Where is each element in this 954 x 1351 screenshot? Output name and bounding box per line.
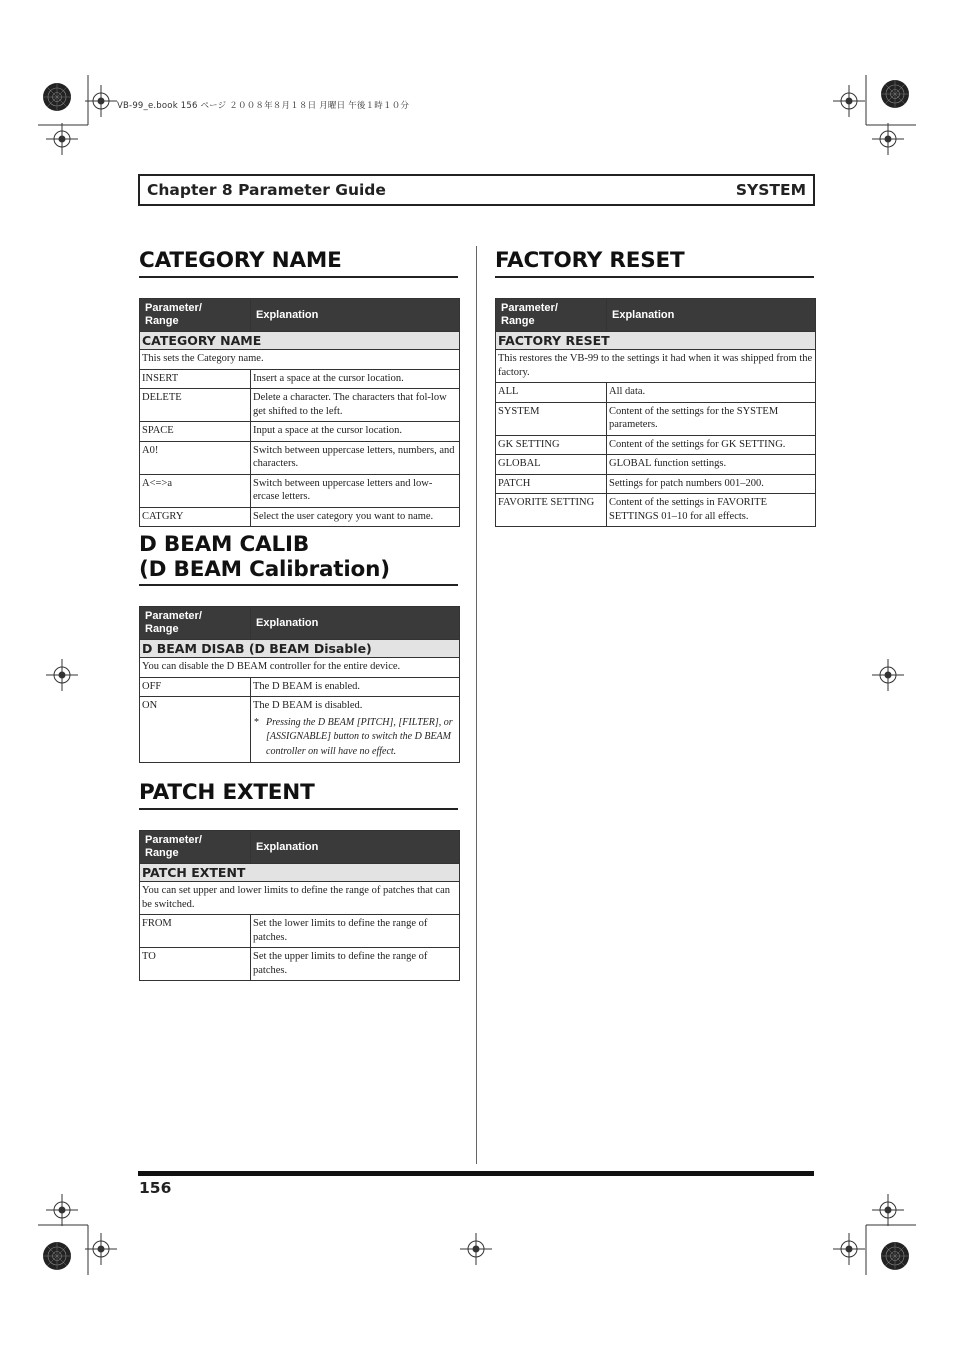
column-divider (476, 246, 477, 1164)
footer-rule (138, 1171, 814, 1176)
heading-rule (495, 276, 814, 278)
table-row: FAVORITE SETTING Content of the settings in FAVORITE SETTINGS 01–10 for all effects. (496, 494, 816, 527)
table-header-row (140, 831, 460, 864)
table-header-row (140, 299, 460, 332)
table-header-row (496, 299, 816, 332)
param-band-row: FACTORY RESET (496, 332, 816, 350)
table-row: ON The D BEAM is disabled. * Pressing the D BEAM [PITCH], [FILTER], or [ASSIGNABLE] button to switch the D BEAM controller on will have no effect. (140, 697, 460, 763)
factory-reset-heading: FACTORY RESET (495, 248, 685, 273)
table-row: DELETE Delete a character. The characters that fol-low get shifted to the left. (140, 389, 460, 422)
registration-mark-icon (872, 1194, 904, 1226)
registration-mark-icon (833, 1233, 865, 1265)
registration-mark-icon (46, 1194, 78, 1226)
heading-rule (139, 808, 458, 810)
param-column-header: Parameter/ Range (140, 831, 251, 864)
patch-extent-heading: PATCH EXTENT (139, 780, 315, 805)
factory-reset-table (495, 298, 816, 527)
param-column-header: Parameter/ Range (140, 299, 251, 332)
table-row: PATCH Settings for patch numbers 001–200. (496, 474, 816, 494)
chapter-title: Chapter 8 Parameter Guide (147, 181, 386, 199)
table-header-row (140, 607, 460, 640)
starburst-mark-icon (881, 80, 909, 108)
running-header (138, 174, 815, 206)
footnote: * Pressing the D BEAM [PITCH], [FILTER], or [ASSIGNABLE] button to switch the D BEAM controller on will have no effect. (254, 716, 453, 757)
description-row: This restores the VB-99 to the settings it had when it was shipped from the factory. (496, 350, 816, 383)
section-name: SYSTEM (735, 181, 806, 199)
registration-mark-icon (833, 85, 865, 117)
page-number: 156 (139, 1179, 172, 1197)
table-row: TO Set the upper limits to define the range of patches. (140, 948, 460, 981)
param-column-header: Parameter/ Range (140, 607, 251, 640)
table-row: GLOBAL GLOBAL function settings. (496, 455, 816, 475)
starburst-mark-icon (881, 1242, 909, 1270)
registration-mark-icon (85, 1233, 117, 1265)
table-row: SPACE Input a space at the cursor location. (140, 422, 460, 442)
param-column-header: Parameter/ Range (496, 299, 607, 332)
description-row: This sets the Category name. (140, 350, 460, 370)
table-row: A0! Switch between uppercase letters, numbers, and characters. (140, 441, 460, 474)
explanation-column-header: Explanation (251, 607, 460, 640)
table-row: A<=>a Switch between uppercase letters and low-ercase letters. (140, 474, 460, 507)
table-row: INSERT Insert a space at the cursor location. (140, 369, 460, 389)
patch-extent-table (139, 830, 460, 981)
table-row: FROM Set the lower limits to define the range of patches. (140, 915, 460, 948)
category-name-heading: CATEGORY NAME (139, 248, 342, 273)
print-job-info: VB-99_e.book 156 ページ ２００８年８月１８日 月曜日 午後１時１０分 (117, 101, 410, 111)
starburst-mark-icon (43, 83, 71, 111)
starburst-mark-icon (43, 1242, 71, 1270)
explanation-column-header: Explanation (607, 299, 816, 332)
registration-mark-icon (46, 659, 78, 691)
registration-mark-icon (872, 659, 904, 691)
table-row: GK SETTING Content of the settings for GK SETTING. (496, 435, 816, 455)
d-beam-calib-heading: D BEAM CALIB (D BEAM Calibration) (139, 532, 390, 582)
registration-mark-icon (85, 85, 117, 117)
table-row: ALL All data. (496, 383, 816, 403)
explanation-column-header: Explanation (251, 831, 460, 864)
param-band-row: PATCH EXTENT (140, 864, 460, 882)
table-row: CATGRY Select the user category you want to name. (140, 507, 460, 527)
category-name-table (139, 298, 460, 527)
heading-rule (139, 276, 458, 278)
table-row: SYSTEM Content of the settings for the SYSTEM parameters. (496, 402, 816, 435)
registration-mark-icon (460, 1233, 492, 1265)
explanation-column-header: Explanation (251, 299, 460, 332)
heading-rule (139, 584, 458, 586)
description-row: You can disable the D BEAM controller for the entire device. (140, 658, 460, 678)
registration-mark-icon (46, 123, 78, 155)
d-beam-table (139, 606, 460, 763)
param-band-row: CATEGORY NAME (140, 332, 460, 350)
param-band-row: D BEAM DISAB (D BEAM Disable) (140, 640, 460, 658)
table-row: OFF The D BEAM is enabled. (140, 677, 460, 697)
registration-mark-icon (872, 123, 904, 155)
description-row: You can set upper and lower limits to define the range of patches that can be switched. (140, 882, 460, 915)
